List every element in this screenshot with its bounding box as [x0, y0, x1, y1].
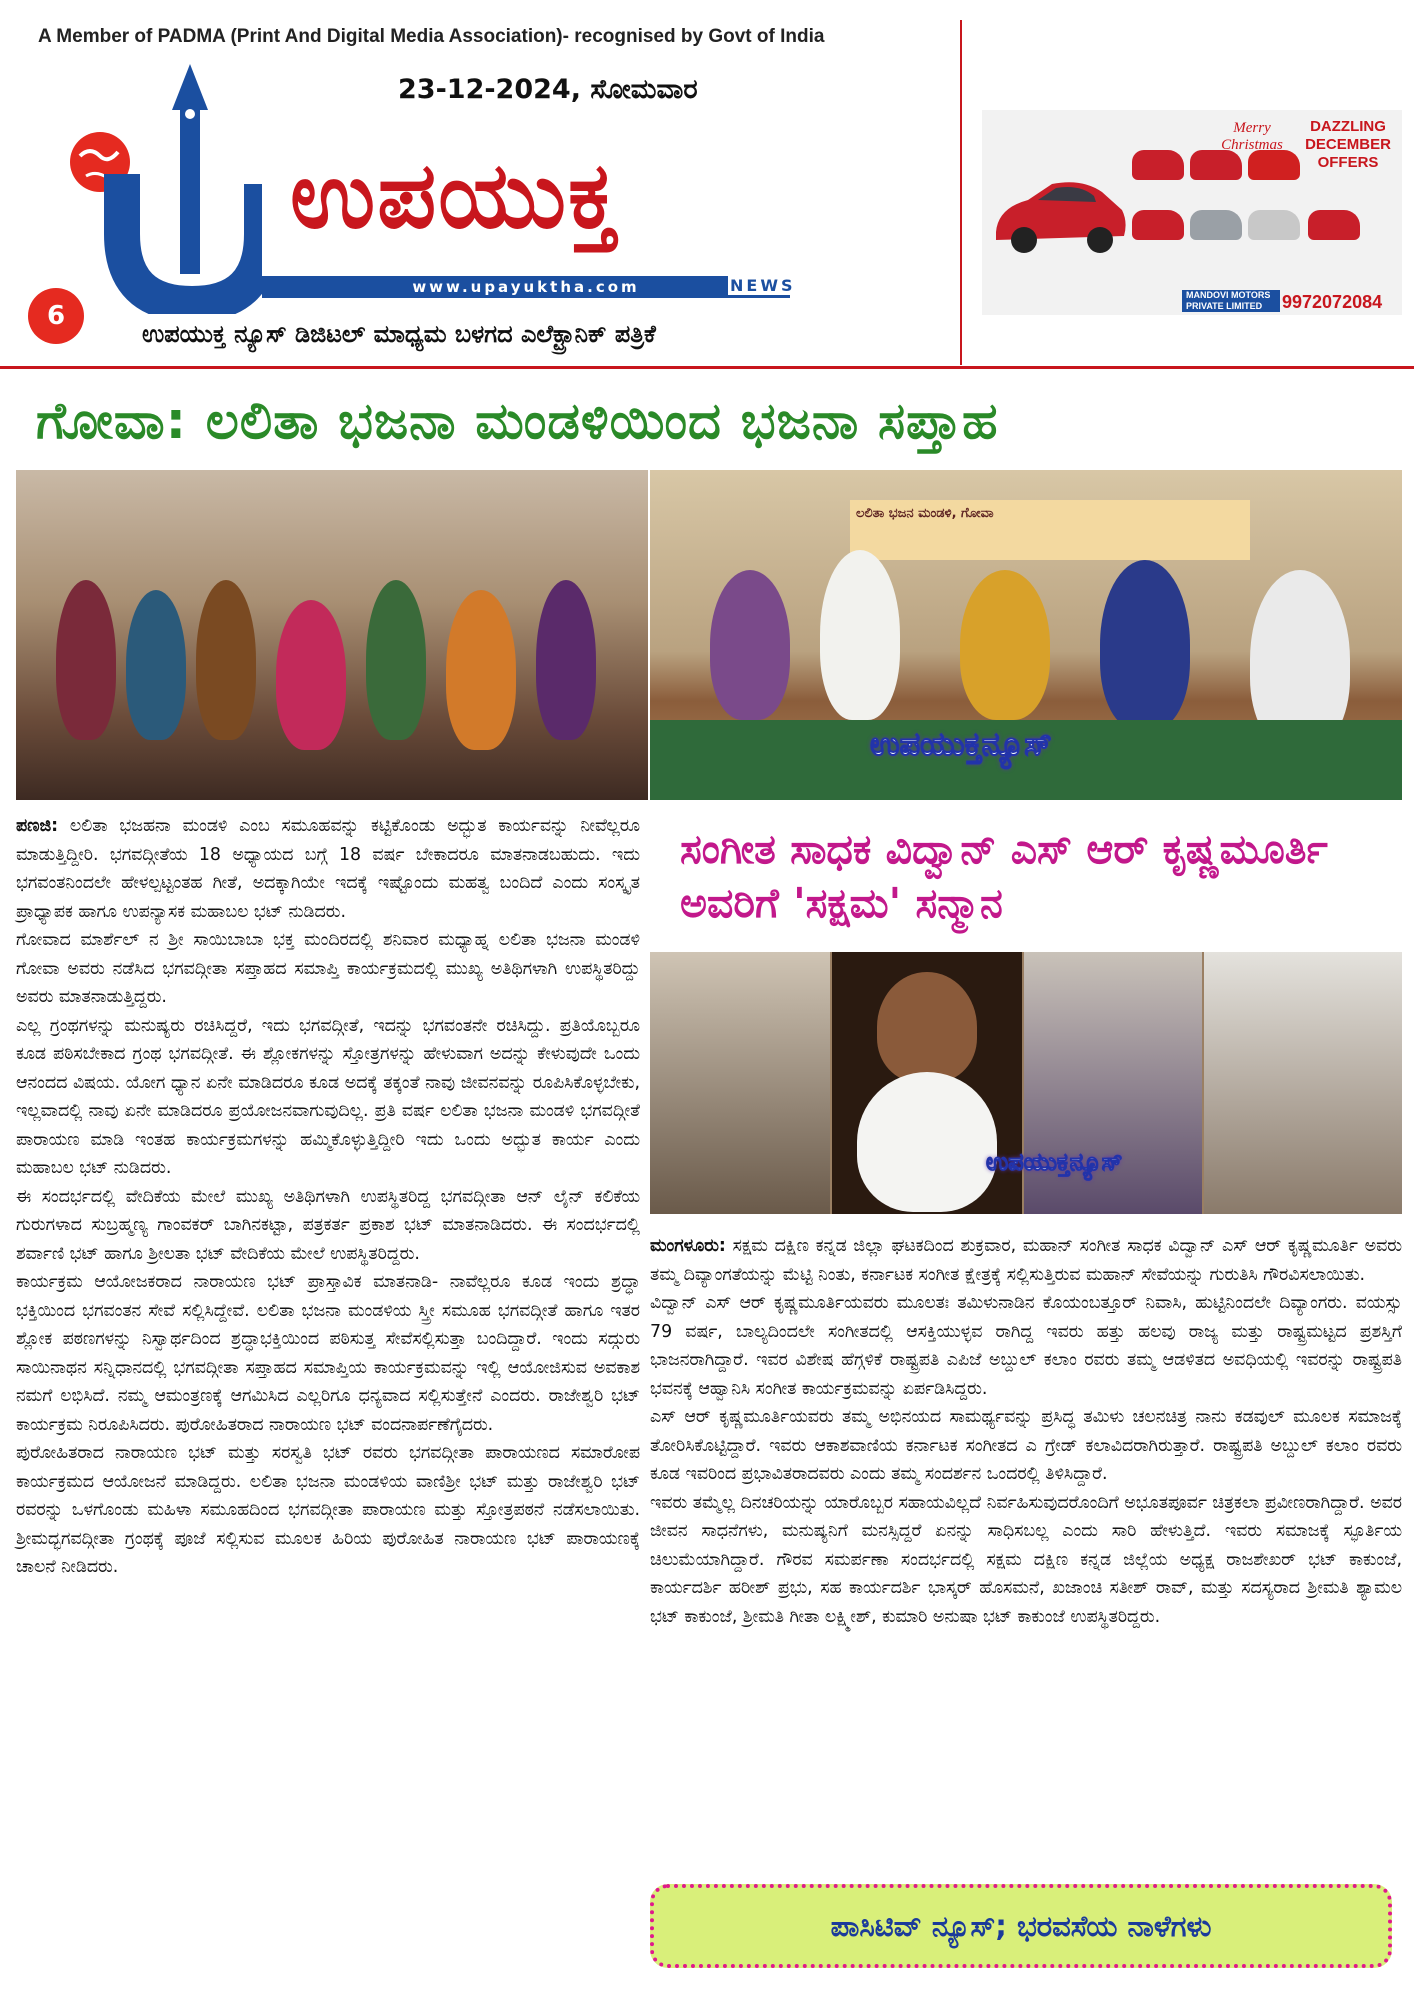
devotee-figure: [196, 580, 256, 740]
masthead-title: ಉಪಯುಕ್ತ: [290, 142, 620, 249]
article1-dateline: ಪಣಜಿ:: [16, 816, 59, 836]
news-tag: NEWS: [730, 276, 796, 295]
article1-paragraph: ಪಣಜಿ: ಲಲಿತಾ ಭಜಹನಾ ಮಂಡಳಿ ಎಂಬ ಸಮೂಹವನ್ನು ಕಟ್ಟಿಕೊಂಡು ಅದ್ಭುತ ಕಾರ್ಯವನ್ನು ನೀವೆಲ್ಲರೂ ಮಾಡುತ್ತಿದ್ದೀರಿ. ಭಗವದ್ಗೀತೆಯ 18 ಅಧ್ಯಾಯದ ಬಗ್ಗೆ 18 ವರ್ಷ ಬೇಕಾದರೂ ಮಾತನಾಡಬಹುದು. ಇದು ಭಗವಂತನಿಂದಲೇ ಹೇಳಲ್ಪಟ್ಟಂತಹ ಗೀತೆ, ಅದಕ್ಕಾಗಿಯೇ ಇದಕ್ಕೆ ಇಷ್ಟೊಂದು ಮಹತ್ವ ಬಂದಿದೆ ಎಂದು ಸಂಸ್ಕೃತ ಪ್ರಾಧ್ಯಾಪಕ ಹಾಗೂ ಉಪನ್ಯಾಸಕ ಮಹಾಬಲ ಭಟ್ ನುಡಿದರು.: [16, 816, 640, 922]
photo-watermark: ಉಪಯುಕ್ತನ್ಯೂಸ್: [870, 725, 1052, 763]
article1-paragraph: ಪುರೋಹಿತರಾದ ನಾರಾಯಣ ಭಟ್ ಮತ್ತು ಸರಸ್ವತಿ ಭಟ್ ರವರು ಭಗವದ್ಗೀತಾ ಪಾರಾಯಣದ ಸಮಾರೋಪ ಕಾರ್ಯಕ್ರಮದ ಆಯೋಜನೆ ಮಾಡಿದ್ದರು. ಲಲಿತಾ ಭಜನಾ ಮಂಡಳಿಯ ವಾಣಿಶ್ರೀ ಭಟ್ ಮತ್ತು ರಾಜೇಶ್ವರಿ ಭಟ್ ರವರನ್ನು ಒಳಗೊಂಡು ಮಹಿಳಾ ಸಮೂಹದಿಂದ ಭಗವದ್ಗೀತಾ ಪಾರಾಯಣ ಮತ್ತು ಸ್ತೋತ್ರಪಠನೆ ನಡೆಸಲಾಯಿತು. ಶ್ರೀಮದ್ಭಗವದ್ಗೀತಾ ಗ್ರಂಥಕ್ಕೆ ಪೂಜೆ ಸಲ್ಲಿಸುವ ಮೂಲಕ ಹಿರಿಯ ಪುರೋಹಿತ ನಾರಾಯಣ ಭಟ್ ಪಾರಾಯಣಕ್ಕೆ ಚಾಲನೆ ನೀಡಿದರು.: [16, 1443, 640, 1577]
group-photo-left: [650, 952, 830, 1214]
devotee-figure: [536, 580, 596, 740]
article2-headline: ಸಂಗೀತ ಸಾಧಕ ವಿದ್ವಾನ್ ಎಸ್ ಆರ್ ಕೃಷ್ಣಮೂರ್ತಿ ಅವರಿಗೆ 'ಸಕ್ಷಮ' ಸನ್ಮಾನ: [680, 825, 1328, 927]
article1-paragraph: ಈ ಸಂದರ್ಭದಲ್ಲಿ ವೇದಿಕೆಯ ಮೇಲೆ ಮುಖ್ಯ ಅತಿಥಿಗಳಾಗಿ ಉಪಸ್ಥಿತರಿದ್ದ ಭಗವದ್ಗೀತಾ ಆನ್ ಲೈನ್ ಕಲಿಕೆಯ ಗುರುಗಳಾದ ಸುಬ್ರಹ್ಮಣ್ಯ ಗಾಂವಕರ್ ಬಾಗಿನಕಟ್ಟಾ, ಪತ್ರಕರ್ತ ಪ್ರಕಾಶ ಭಟ್ ಮಾತನಾಡಿದರು. ಈ ಸಂದರ್ಭದಲ್ಲಿ ಶರ್ವಾಣಿ ಭಟ್ ಹಾಗೂ ಶ್ರೀಲತಾ ಭಟ್ ವೇದಿಕೆಯ ಮೇಲೆ ಉಪಸ್ಥಿತರಿದ್ದರು.: [16, 1186, 640, 1264]
red-car-image: [990, 170, 1130, 260]
positive-news-banner: ಪಾಸಿಟಿವ್ ನ್ಯೂಸ್; ಭರವಸೆಯ ನಾಳೆಗಳು: [650, 1884, 1392, 1968]
website-url[interactable]: www.upayuktha.com: [262, 276, 790, 298]
article2-paragraph: ಮಂಗಳೂರು: ಸಕ್ಷಮ ದಕ್ಷಿಣ ಕನ್ನಡ ಜಿಲ್ಲಾ ಘಟಕದಿಂದ ಶುಕ್ರವಾರ, ಮಹಾನ್ ಸಂಗೀತ ಸಾಧಕ ವಿದ್ವಾನ್ ಎಸ್ ಆರ್ ಕೃಷ್ಣಮೂರ್ತಿ ಅವರು ತಮ್ಮ ದಿವ್ಯಾಂಗತೆಯನ್ನು ಮೆಟ್ಟಿ ನಿಂತು, ಕರ್ನಾಟಕ ಸಂಗೀತ ಕ್ಷೇತ್ರಕ್ಕೆ ಸಲ್ಲಿಸುತ್ತಿರುವ ಮಹಾನ್ ಸೇವೆಯನ್ನು ಗುರುತಿಸಿ ಗೌರವಿಸಲಾಯಿತು.: [650, 1236, 1402, 1285]
article1-paragraph: ಎಲ್ಲ ಗ್ರಂಥಗಳನ್ನು ಮನುಷ್ಯರು ರಚಿಸಿದ್ದರೆ, ಇದು ಭಗವದ್ಗೀತೆ, ಇದನ್ನು ಭಗವಂತನೇ ರಚಿಸಿದ್ದು. ಪ್ರತಿಯೊಬ್ಬರೂ ಕೂಡ ಪಠಿಸಬೇಕಾದ ಗ್ರಂಥ ಭಗವದ್ಗೀತೆ. ಈ ಶ್ಲೋಕಗಳನ್ನು ಸ್ತೋತ್ರಗಳನ್ನು ಹೇಳುವಾಗ ಅದನ್ನು ಕೇಳುವುದೇ ಒಂದು ಆನಂದದ ವಿಷಯ. ಯೋಗ ಧ್ಯಾನ ಏನೇ ಮಾಡಿದರೂ ಕೂಡ ಅದಕ್ಕೆ ತಕ್ಕಂತೆ ನಾವು ಜೀವನವನ್ನು ರೂಪಿಸಿಕೊಳ್ಳಬೇಕು, ಇಲ್ಲವಾದಲ್ಲಿ ನಾವು ಏನೇ ಮಾಡಿದರೂ ಪ್ರಯೋಜನವಾಗುವುದಿಲ್ಲ. ಪ್ರತಿ ವರ್ಷ ಲಲಿತಾ ಭಜನಾ ಮಂಡಳಿ ಭಗವದ್ಗೀತೆ ಪಾರಾಯಣ ಮಾಡಿ ಇಂತಹ ಕಾರ್ಯಕ್ರಮಗಳನ್ನು ಹಮ್ಮಿಕೊಳ್ಳುತ್ತಿದ್ದೀರಿ ಇದು ಒಂದು ಅದ್ಭುತ ಕಾರ್ಯ ಎಂದು ಮಹಾಬಲ ಭಟ್ ನುಡಿದರು.: [16, 1015, 641, 1178]
mini-car-image: [1308, 210, 1360, 240]
ad-offers-title: DAZZLING DECEMBER OFFERS: [1305, 118, 1391, 171]
article1-headline: ಗೋವಾ: ಲಲಿತಾ ಭಜನಾ ಮಂಡಳಿಯಿಂದ ಭಜನಾ ಸಪ್ತಾಹ: [36, 392, 999, 451]
header-vertical-divider: [960, 20, 962, 365]
masthead-tagline: ಉಪಯುಕ್ತ ನ್ಯೂಸ್ ಡಿಜಿಟಲ್ ಮಾಧ್ಯಮ ಬಳಗದ ಎಲೆಕ್ಟ್ರಾನಿಕ್ ಪತ್ರಿಕೆ: [142, 320, 656, 348]
article1-body: [16, 812, 640, 1582]
ad-dealer-name: MANDOVI MOTORS PRIVATE LIMITED: [1182, 290, 1280, 312]
ad-phone-number[interactable]: 9972072084: [1282, 292, 1383, 312]
devotee-figure: [446, 590, 516, 750]
mini-car-image: [1248, 150, 1300, 180]
devotee-figure: [276, 600, 346, 750]
header-bottom-rule: [0, 366, 1414, 369]
guest-figure: [960, 570, 1050, 720]
guest-figure: [820, 550, 900, 720]
mini-car-image: [1132, 150, 1184, 180]
devotee-figure: [56, 580, 116, 740]
musician-portrait-figure: [877, 972, 977, 1082]
event-banner-text: ಲಲಿತಾ ಭಜನ ಮಂಡಳಿ, ಗೋವಾ: [856, 506, 994, 521]
white-shirt-figure: [857, 1072, 997, 1212]
issue-date: 23-12-2024, ಸೋಮವಾರ: [398, 74, 698, 105]
group-photo-right: [1204, 952, 1402, 1214]
upayuktha-logo-icon: [62, 64, 262, 314]
mini-car-image: [1190, 150, 1242, 180]
felicitation-photo: [650, 952, 1402, 1214]
article2-paragraph: ಎಸ್ ಆರ್ ಕೃಷ್ಣಮೂರ್ತಿಯವರು ತಮ್ಮ ಅಭಿನಯದ ಸಾಮರ್ಥ್ಯವನ್ನು ಪ್ರಸಿದ್ಧ ತಮಿಳು ಚಲನಚಿತ್ರ ನಾನು ಕಡವುಲ್ ಮೂಲಕ ಸಮಾಜಕ್ಕೆ ತೋರಿಸಿಕೊಟ್ಟಿದ್ದಾರೆ. ಇವರು ಆಕಾಶವಾಣಿಯ ಕರ್ನಾಟಕ ಸಂಗೀತದ ಎ ಗ್ರೇಡ್ ಕಲಾವಿದರಾಗಿರುತ್ತಾರೆ. ರಾಷ್ಟ್ರಪತಿ ಅಬ್ದುಲ್ ಕಲಾಂ ರವರು ಕೂಡ ಇವರಿಂದ ಪ್ರಭಾವಿತರಾದವರು ಎಂದು ತಮ್ಮ ಸಂದರ್ಶನ ಒಂದರಲ್ಲಿ ತಿಳಿಸಿದ್ದಾರೆ.: [650, 1407, 1402, 1484]
devotee-figure: [366, 580, 426, 740]
article2-dateline: ಮಂಗಳೂರು:: [650, 1236, 726, 1256]
article2-paragraph: ಇವರು ತಮ್ಮೆಲ್ಲ ದಿನಚರಿಯನ್ನು ಯಾರೊಬ್ಬರ ಸಹಾಯವಿಲ್ಲದೆ ನಿರ್ವಹಿಸುವುದರೊಂದಿಗೆ ಅಭೂತಪೂರ್ವ ಚಿತ್ರಕಲಾ ಪ್ರವೀಣರಾಗಿದ್ದಾರೆ. ಅವರ ಜೀವನ ಸಾಧನೆಗಳು, ಮನುಷ್ಯನಿಗೆ ಮನಸ್ಸಿದ್ದರೆ ಏನನ್ನು ಸಾಧಿಸಬಲ್ಲ ಎಂದು ಸಾರಿ ಹೇಳುತ್ತಿದೆ. ಇವರು ಸಮಾಜಕ್ಕೆ ಸ್ಫೂರ್ತಿಯ ಚಿಲುಮೆಯಾಗಿದ್ದಾರೆ. ಗೌರವ ಸಮರ್ಪಣಾ ಸಂದರ್ಭದಲ್ಲಿ ಸಕ್ಷಮ ದಕ್ಷಿಣ ಕನ್ನಡ ಜಿಲ್ಲೆಯ ಅಧ್ಯಕ್ಷ ರಾಜಶೇಖರ್ ಭಟ್ ಕಾಕುಂಜೆ, ಕಾರ್ಯದರ್ಶಿ ಹರೀಶ್ ಪ್ರಭು, ಸಹ ಕಾರ್ಯದರ್ಶಿ ಭಾಸ್ಕರ್ ಹೊಸಮನೆ, ಖಜಾಂಚಿ ಸತೀಶ್ ರಾವ್, ಮತ್ತು ಸದಸ್ಯರಾದ ಶ್ರೀಮತಿ ಶ್ಯಾಮಲ ಭಟ್ ಕಾಕುಂಜೆ, ಶ್ರೀಮತಿ ಗೀತಾ ಲಕ್ಷ್ಮೀಶ್, ಕುಮಾರಿ ಅನುಷಾ ಭಟ್ ಕಾಕುಂಜೆ ಉಪಸ್ಥಿತರಿದ್ದರು.: [650, 1492, 1402, 1627]
mini-car-image: [1248, 210, 1300, 240]
article1-paragraph: ಗೋವಾದ ಮಾರ್ಶೆಲ್ ನ ಶ್ರೀ ಸಾಯಿಬಾಬಾ ಭಕ್ತ ಮಂದಿರದಲ್ಲಿ ಶನಿವಾರ ಮಧ್ಯಾಹ್ನ ಲಲಿತಾ ಭಜನಾ ಮಂಡಳಿ ಗೋವಾ ಅವರು ನಡೆಸಿದ ಭಗವದ್ಗೀತಾ ಸಪ್ತಾಹದ ಸಮಾಪ್ತಿ ಕಾರ್ಯಕ್ರಮದಲ್ಲಿ ಮುಖ್ಯ ಅತಿಥಿಗಳಾಗಿ ಉಪಸ್ಥಿತರಿದ್ದು ಅವರು ಮಾತನಾಡುತ್ತಿದ್ದರು.: [16, 930, 640, 1007]
page-number-badge: 6: [28, 288, 84, 344]
article1-paragraph: ಕಾರ್ಯಕ್ರಮ ಆಯೋಜಕರಾದ ನಾರಾಯಣ ಭಟ್ ಪ್ರಾಸ್ತಾವಿಕ ಮಾತನಾಡಿ- ನಾವೆಲ್ಲರೂ ಕೂಡ ಇಂದು ಶ್ರದ್ಧಾ ಭಕ್ತಿಯಿಂದ ಭಗವಂತನ ಸೇವೆ ಸಲ್ಲಿಸಿದ್ದೇವೆ. ಲಲಿತಾ ಭಜನಾ ಮಂಡಳಿಯ ಸ್ತ್ರೀ ಸಮೂಹ ಭಗವದ್ಗೀತೆ ಹಾಗೂ ಇತರ ಶ್ಲೋಕ ಪಠಣಗಳನ್ನು ನಿಸ್ವಾರ್ಥದಿಂದ ಶ್ರದ್ಧಾಭಕ್ತಿಯಿಂದ ಪಠಿಸುತ್ತ ಸೇವೆಸಲ್ಲಿಸುತ್ತಾ ಬಂದಿದ್ದಾರೆ. ಇಂದು ಸದ್ಗುರು ಸಾಯಿನಾಥನ ಸನ್ನಿಧಾನದಲ್ಲಿ ಭಗವದ್ಗೀತಾ ಸಪ್ತಾಹದ ಸಮಾಪ್ತಿಯ ಕಾರ್ಯಕ್ರಮವನ್ನು ಇಲ್ಲಿ ಆಯೋಜಿಸುವ ಅವಕಾಶ ನಮಗೆ ಲಭಿಸಿದೆ. ನಮ್ಮ ಆಮಂತ್ರಣಕ್ಕೆ ಆಗಮಿಸಿದ ಎಲ್ಲರಿಗೂ ಧನ್ಯವಾದ ಸಲ್ಲಿಸುತ್ತೇನೆ ಎಂದರು. ರಾಜೇಶ್ವರಿ ಭಟ್ ಕಾರ್ಯಕ್ರಮ ನಿರೂಪಿಸಿದರು. ಪುರೋಹಿತರಾದ ನಾರಾಯಣ ಭಟ್ ವಂದನಾರ್ಪಣೆಗೈದರು.: [16, 1272, 640, 1435]
event-banner: [850, 500, 1250, 560]
mini-car-image: [1190, 210, 1242, 240]
mini-car-image: [1132, 210, 1184, 240]
photo-watermark: ಉಪಯುಕ್ತನ್ಯೂಸ್: [986, 1148, 1123, 1176]
guest-figure: [710, 570, 790, 720]
padma-membership-line: A Member of PADMA (Print And Digital Media Association)- recognised by Govt of India: [38, 26, 825, 47]
guest-figure: [1100, 560, 1190, 730]
devotee-figure: [126, 590, 186, 740]
stage-guests-photo: [650, 470, 1402, 800]
article2-body: [650, 1232, 1402, 1631]
bhajan-group-photo: [16, 470, 648, 800]
car-dealer-advertisement[interactable]: [982, 110, 1402, 315]
article2-paragraph: ವಿದ್ವಾನ್ ಎಸ್ ಆರ್ ಕೃಷ್ಣಮೂರ್ತಿಯವರು ಮೂಲತಃ ತಮಿಳುನಾಡಿನ ಕೊಯಂಬತ್ತೂರ್ ನಿವಾಸಿ, ಹುಟ್ಟಿನಿಂದಲೇ ದಿವ್ಯಾಂಗರು. ವಯಸ್ಸು 79 ವರ್ಷ, ಬಾಲ್ಯದಿಂದಲೇ ಸಂಗೀತದಲ್ಲಿ ಆಸಕ್ತಿಯುಳ್ಳವ ರಾಗಿದ್ದ ಇವರು ಹತ್ತು ಹಲವು ರಾಜ್ಯ ಮತ್ತು ರಾಷ್ಟ್ರಮಟ್ಟದ ಪ್ರಶಸ್ತಿಗೆ ಭಾಜನರಾಗಿದ್ದಾರೆ. ಇವರ ವಿಶೇಷ ಹೆಗ್ಗಳಿಕೆ ರಾಷ್ಟ್ರಪತಿ ಎಪಿಜೆ ಅಬ್ದುಲ್ ಕಲಾಂ ರವರು ತಮ್ಮ ಆಡಳಿತದ ಅವಧಿಯಲ್ಲಿ ಇವರನ್ನು ರಾಷ್ಟ್ರಪತಿ ಭವನಕ್ಕೆ ಆಹ್ವಾನಿಸಿ ಸಂಗೀತ ಕಾರ್ಯಕ್ರಮವನ್ನು ಏರ್ಪಡಿಸಿದ್ದರು.: [650, 1293, 1402, 1399]
ad-greeting: Merry Christmas: [1221, 120, 1283, 153]
